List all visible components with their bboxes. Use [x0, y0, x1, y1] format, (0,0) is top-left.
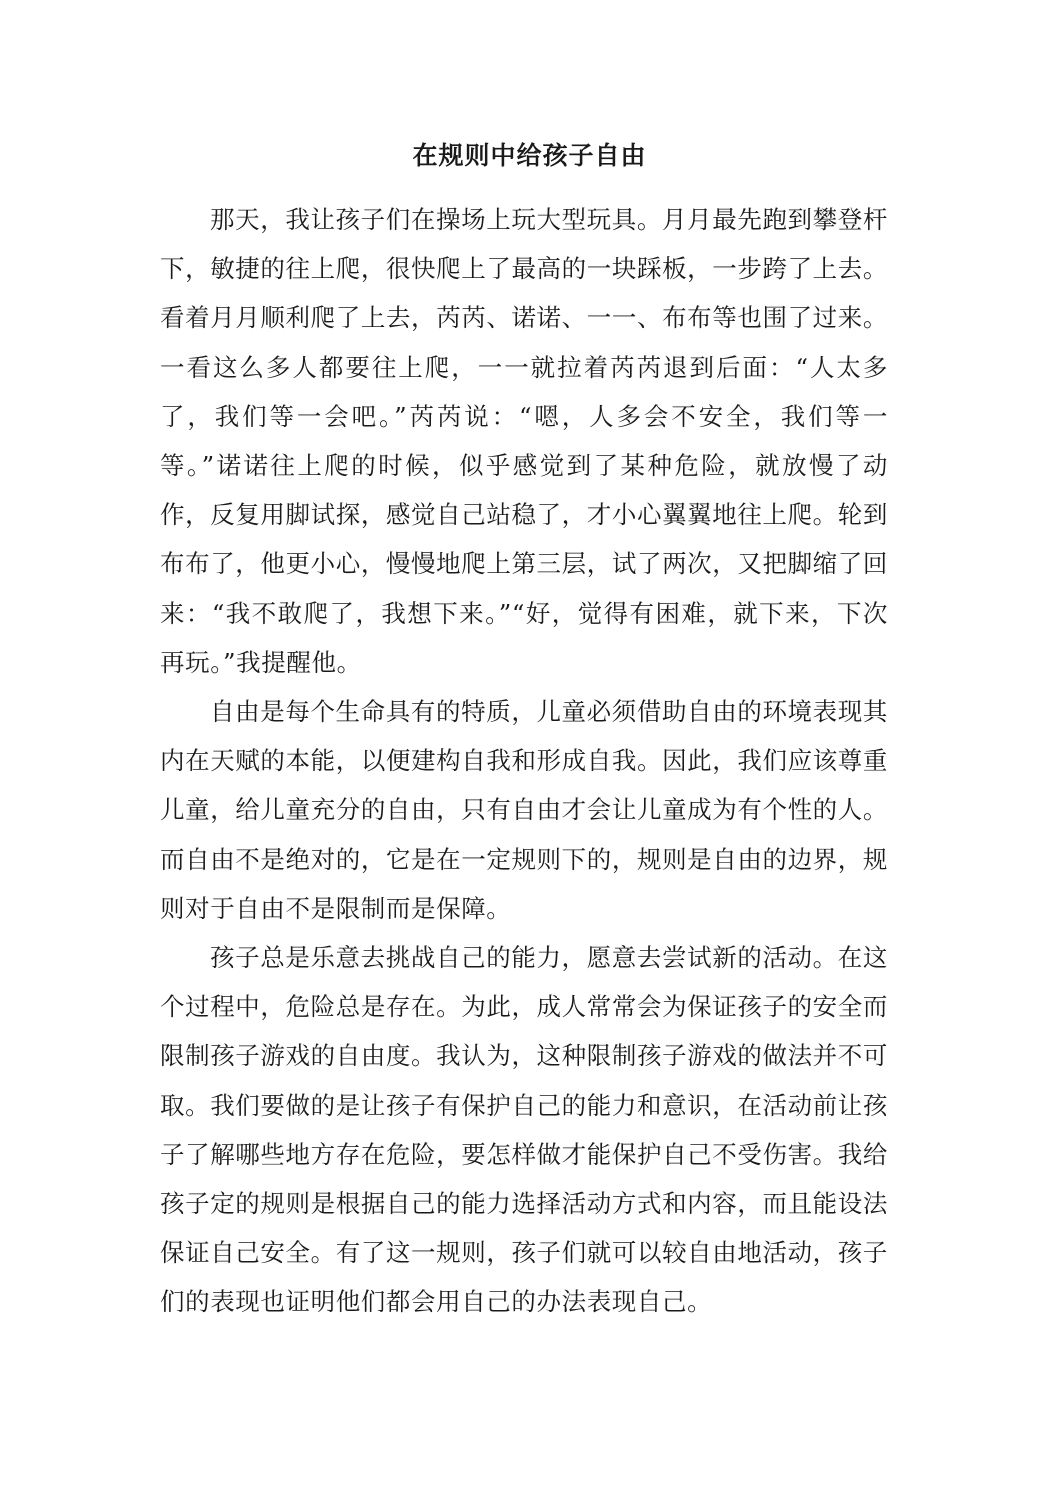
paragraph-2: 自由是每个生命具有的特质，儿童必须借助自由的环境表现其内在天赋的本能，以便建构自我和形成自我。因此，我们应该尊重儿童，给儿童充分的自由，只有自由才会让儿童成为有个性的人。而自由不是绝对的，它是在一定规则下的，规则是自由的边界，规则对于自由不是限制而是保障。: [160, 697, 888, 923]
document-body: [160, 195, 888, 1327]
page-title: 在规则中给孩子自由: [412, 141, 647, 170]
paragraph-3: 孩子总是乐意去挑战自己的能力，愿意去尝试新的活动。在这个过程中，危险总是存在。为此，成人常常会为保证孩子的安全而限制孩子游戏的自由度。我认为，这种限制孩子游戏的做法并不可取。我们要做的是让孩子有保护自己的能力和意识，在活动前让孩子了解哪些地方存在危险，要怎样做才能保护自己不受伤害。我给孩子定的规则是根据自己的能力选择活动方式和内容，而且能设法保证自己安全。有了这一规则，孩子们就可以较自由地活动，孩子们的表现也证明他们都会用自己的办法表现自己。: [160, 943, 888, 1317]
paragraph-1: 那天，我让孩子们在操场上玩大型玩具。月月最先跑到攀登杆下，敏捷的往上爬，很快爬上了最高的一块踩板，一步跨了上去。看着月月顺利爬了上去，芮芮、诺诺、一一、布布等也围了过来。一看这么多人都要往上爬，一一就拉着芮芮退到后面：“人太多了，我们等一会吧。”芮芮说：“嗯，人多会不安全，我们等一等。”诺诺往上爬的时候，似乎感觉到了某种危险，就放慢了动作，反复用脚试探，感觉自己站稳了，才小心翼翼地往上爬。轮到布布了，他更小心，慢慢地爬上第三层，试了两次，又把脚缩了回来：“我不敢爬了，我想下来。”“好，觉得有困难，就下来，下次再玩。”我提醒他。: [160, 205, 888, 677]
